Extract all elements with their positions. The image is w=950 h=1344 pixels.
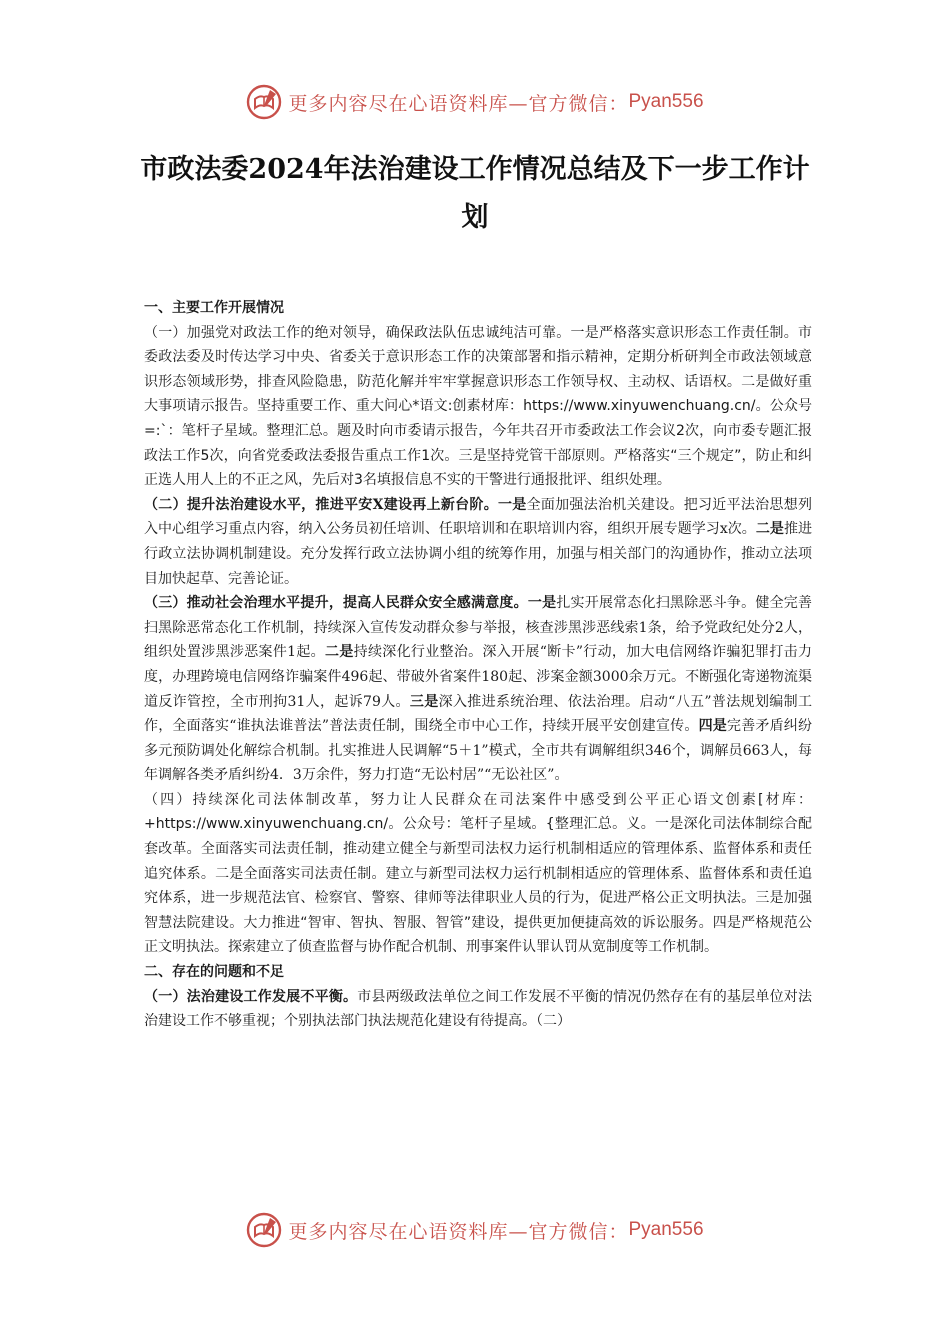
item-marker: 三是 (409, 693, 439, 710)
item-marker: 一是 (527, 595, 557, 612)
item-marker: 二是 (755, 521, 784, 538)
paragraph-5-lead: （一）法治建设工作发展不平衡。 (144, 988, 358, 1005)
header-banner (0, 84, 950, 120)
paragraph-5 (144, 985, 812, 1034)
section-heading-2: 二、存在的问题和不足 (144, 964, 284, 981)
banner-text: 更多内容尽在心语资料库—官方微信： (288, 92, 629, 115)
footer-banner (0, 1212, 950, 1248)
paragraph-3-lead: （三）推动社会治理水平提升，提高人民群众安全感满意度。 (144, 595, 528, 612)
item-text: 持续深化行业整治。深入开展“断卡”行动，加大电信网络诈骗犯罪打击力度，办理跨境电信网络诈骗案件496起、带破外省案件180起、涉案金额3000余万元。不断强化寄递物流渠道反诈管控，全市刑拘31人，起诉79人。 (144, 644, 812, 710)
paragraph-2-lead: （二）提升法治建设水平，推进平安X建设再上新台阶。 (144, 496, 498, 513)
item-marker: 二是 (325, 644, 354, 661)
paragraph-1: （一）加强党对政法工作的绝对领导，确保政法队伍忠诚纯洁可靠。一是严格落实意识形态工作责任制。市委政法委及时传达学习中央、省委关于意识形态工作的决策部署和指示精神，定期分析研判全市政法领域意识形态领域形势，排查风险隐患，防范化解并牢牢掌握意识形态工作领导权、主动权、话语权。二是做好重大事项请示报告。坚持重要工作、重大问心*语文:创素材库：https://www.xinyuwenchuang.cn/。公众号=:`：笔杆子星域。整理汇总。题及时向市委请示报告，今年共召开市委政法工作会议2次，向市委专题汇报政法工作5次，向省党委政法委报告重点工作1次。三是坚持党管干部原则。严格落实“三个规定”，防止和纠正选人用人上的不正之风，先后对3名填报信息不实的干警进行通报批评、组织处理。 (144, 324, 812, 489)
wechat-id: Pyan556 (628, 91, 704, 112)
wechat-id: Pyan556 (628, 1219, 704, 1240)
document-body (144, 296, 812, 1034)
item-marker: 四是 (698, 718, 727, 735)
book-quill-logo-icon (246, 84, 282, 120)
item-text: 全面加强法治机关建设。把习近平法治思想列入中心组学习重点内容，纳入公务员初任培训、任职培训和在职培训内容，组织开展专题学习x次。 (144, 496, 812, 538)
paragraph-4: （四）持续深化司法体制改革，努力让人民群众在司法案件中感受到公平正心语文创素[材库：+https://www.xinyuwenchuang.cn/。公众号：笔杆子星域。{整理汇总。义。一是深化司法体制综合配套改革。全面落实司法责任制，推动建立健全与新型司法权力运行机制相适应的管理体系、监督体系和责任追究体系。二是全面落实司法责任制。建立与新型司法权力运行机制相适应的管理体系、监督体系和责任追究体系，进一步规范法官、检察官、警察、律师等法律职业人员的行为，促进严格公正文明执法。三是加强智慧法院建设。大力推进“智审、智执、智服、智管”建设，提供更加便捷高效的诉讼服务。四是严格规范公正文明执法。探索建立了侦查监督与协作配合机制、刑事案件认罪认罚从宽制度等工作机制。 (144, 791, 812, 956)
item-text: 扎实开展常态化扫黑除恶斗争。健全完善扫黑除恶常态化工作机制，持续深入宣传发动群众参与举报，核查涉黑涉恶线索1条，给予党政纪处分2人，组织处置涉黑涉恶案件1起。 (144, 595, 813, 661)
paragraph-2 (144, 493, 812, 591)
section-heading-1: 一、主要工作开展情况 (144, 300, 284, 316)
item-text: 推进行政立法协调机制建设。充分发挥行政立法协调小组的统筹作用，加强与相关部门的沟通协作，推动立法项目加快起草、完善论证。 (144, 521, 812, 587)
banner-text: 更多内容尽在心语资料库—官方微信： (288, 1220, 629, 1243)
item-marker: 一是 (498, 496, 527, 513)
book-quill-logo-icon (246, 1212, 282, 1248)
document-title: 市政法委2024年法治建设工作情况总结及下一步工作计划 (140, 154, 810, 233)
item-text: 深入推进系统治理、依法治理。启动“八五”普法规划编制工作，全面落实“谁执法谁普法”普法责任制，围绕全市中心工作，持续开展平安创建宣传。 (144, 693, 812, 735)
paragraph-3 (144, 591, 812, 788)
item-text: 市县两级政法单位之间工作发展不平衡的情况仍然存在有的基层单位对法治建设工作不够重视；个别执法部门执法规范化建设有待提高。（二） (144, 988, 813, 1030)
item-text: 完善矛盾纠纷多元预防调处化解综合机制。扎实推进人民调解“5＋1”模式，全市共有调解组织346个，调解员663人，每年调解各类矛盾纠纷4．3万余件，努力打造“无讼村居”“无讼社区”。 (144, 718, 813, 784)
